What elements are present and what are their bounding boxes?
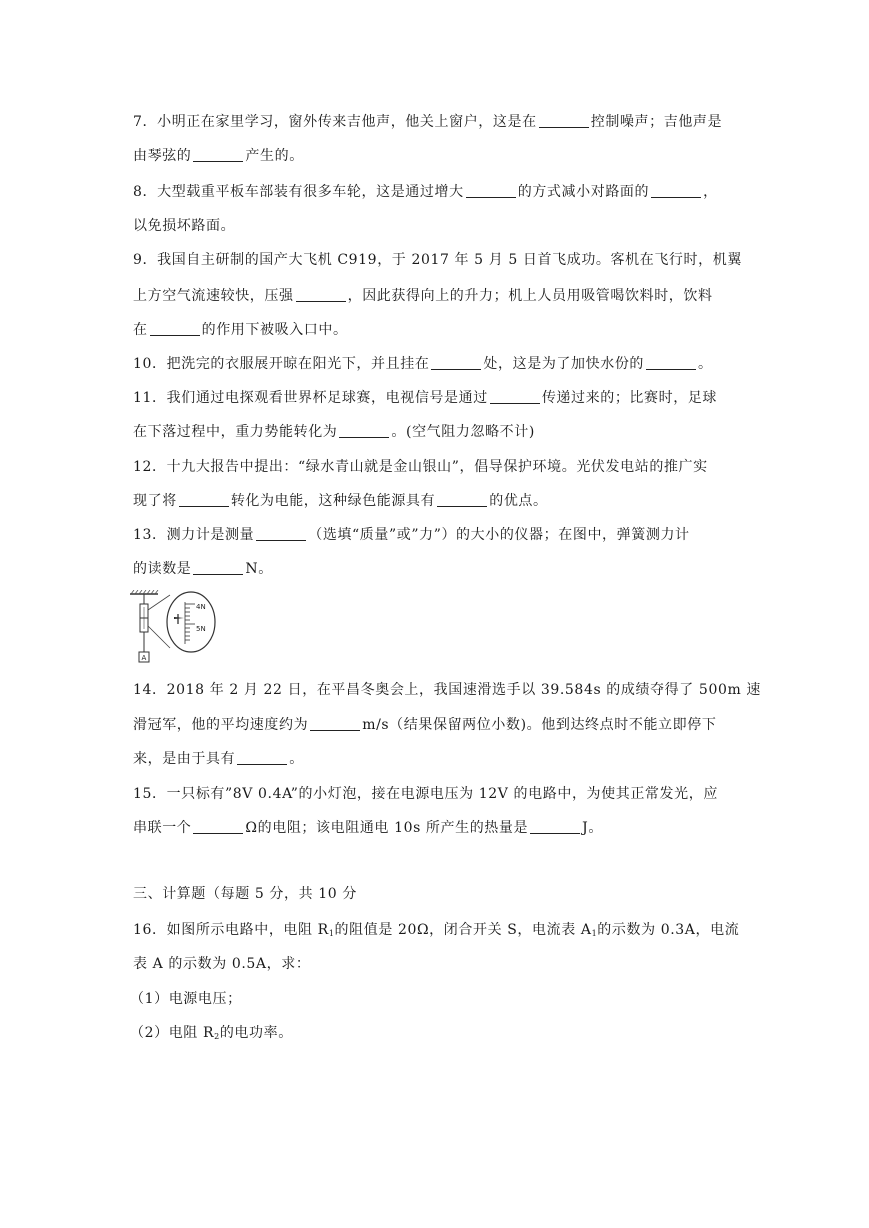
question-7-line-2: [133, 146, 773, 166]
q16-part-2-text-a: （2）电阻 R: [130, 1025, 215, 1041]
q12-text-a: 12．十九大报告中提出：“绿水青山就是金山银山”，倡导保护环境。光伏发电站的推广实: [133, 459, 708, 475]
question-13-line-1: [133, 525, 773, 545]
question-8-line-1: [133, 182, 773, 202]
spring-scale-diagram: [128, 590, 220, 670]
question-8-line-2: [133, 216, 773, 236]
q16-sub-r2: 2: [214, 1032, 220, 1041]
question-9-line-1: [133, 250, 773, 270]
q9-text-a: 9．我国自主研制的国产大飞机 C919，于 2017 年 5 月 5 日首飞成功。客机在飞行时，机翼: [133, 252, 742, 268]
q11-blank-2[interactable]: [339, 423, 389, 438]
q11-blank-1[interactable]: [490, 389, 540, 404]
q11-text-b: 传递过来的；比赛时，足球: [541, 390, 718, 406]
q15-blank-1[interactable]: [193, 819, 243, 834]
q8-text-a: 8．大型载重平板车部装有很多车轮，这是通过增大: [133, 184, 464, 200]
q14-text-d: 来，是由于具有: [133, 751, 236, 767]
q14-text-b: 滑冠军，他的平均速度约为: [133, 717, 309, 733]
scale-label-top: 4N: [196, 603, 206, 611]
q13-text-c: 的读数是: [133, 561, 192, 577]
q7-text-a: 7．小明正在家里学习，窗外传来吉他声，他关上窗户，这是在: [133, 114, 537, 130]
q7-text-d: 产生的。: [245, 148, 304, 164]
q7-text-b: 控制噪声；吉他声是: [590, 114, 723, 130]
q12-text-b: 现了将: [133, 493, 177, 509]
q16-text-a: 16．如图所示电路中，电阻 R: [133, 922, 329, 938]
q11-text-a: 11．我们通过电探观看世界杯足球赛，电视信号是通过: [133, 390, 488, 406]
q12-text-c: 转化为电能，这种绿色能源具有: [230, 493, 436, 509]
q10-blank-2[interactable]: [646, 355, 696, 370]
q14-text-e: 。: [289, 751, 304, 767]
section-3-title-text: 三、计算题（每题 5 分，共 10 分: [133, 886, 357, 902]
q15-text-b: 串联一个: [133, 820, 192, 836]
question-14-line-3: [133, 749, 773, 769]
q16-part-2-text-b: 的电功率。: [219, 1025, 293, 1041]
question-14-line-2: [133, 715, 773, 735]
question-12-line-1: [133, 457, 773, 477]
q16-sub-r1: 1: [328, 929, 335, 938]
q9-text-b: 上方空气流速较快，压强: [133, 288, 294, 304]
q7-text-c: 由琴弦的: [133, 148, 192, 164]
q13-blank-2[interactable]: [193, 560, 243, 575]
question-16-line-2: [133, 954, 773, 974]
q16-part-1-text: （1）电源电压；: [130, 991, 242, 1007]
q8-blank-2[interactable]: [651, 183, 701, 198]
q16-text-b: 的阻值是 20Ω，闭合开关 S，电流表 A: [334, 922, 592, 938]
q13-text-b: （选填“质量”或”力”）的大小的仪器；在图中，弹簧测力计: [308, 527, 690, 543]
q16-text-d: 表 A 的示数为 0.5A，求：: [133, 956, 311, 972]
question-16-part-2: [130, 1023, 770, 1047]
q9-text-d: 在: [133, 322, 148, 338]
q12-text-d: 的优点。: [489, 493, 548, 509]
q8-text-c: ，: [703, 184, 718, 200]
question-16-line-1: [133, 920, 773, 944]
q12-blank-2[interactable]: [437, 492, 487, 507]
scale-label-bottom: 5N: [196, 625, 206, 633]
question-9-line-3: [133, 320, 773, 340]
q11-text-c: 在下落过程中，重力势能转化为: [133, 424, 338, 440]
q7-blank-1[interactable]: [539, 113, 589, 128]
q9-blank-2[interactable]: [150, 321, 200, 336]
weight-label: A: [141, 654, 147, 662]
q16-text-c: 的示数为 0.3A，电流: [597, 922, 740, 938]
question-16-part-1: [130, 989, 770, 1009]
q14-blank-2[interactable]: [237, 750, 287, 765]
question-11-line-2: [133, 422, 773, 442]
q13-text-d: N。: [245, 561, 273, 577]
q10-text-a: 10．把洗完的衣服展开晾在阳光下，并且挂在: [133, 356, 430, 372]
q15-text-c: Ω的电阻；该电阻通电 10s 所产生的热量是: [245, 820, 529, 836]
q8-text-d: 以免损坏路面。: [133, 218, 236, 234]
q10-blank-1[interactable]: [431, 355, 481, 370]
question-11-line-1: [133, 388, 773, 408]
question-12-line-2: [133, 491, 773, 511]
q14-text-c: m/s（结果保留两位小数)。他到达终点时不能立即停下: [362, 717, 717, 733]
q14-text-a: 14．2018 年 2 月 22 日，在平昌冬奥会上，我国速滑选手以 39.584s 的成绩夺得了 500m 速: [133, 682, 761, 698]
question-9-line-2: [133, 286, 773, 306]
q9-text-c: ，因此获得向上的升力；机上人员用吸管喝饮料时，饮料: [347, 288, 713, 304]
question-10-line-1: [133, 354, 773, 374]
q9-text-e: 的作用下被吸入口中。: [201, 322, 348, 338]
q15-text-a: 15．一只标有”8V 0.4A”的小灯泡，接在电源电压为 12V 的电路中，为使其正常发光，应: [133, 786, 718, 802]
section-3-title: [133, 884, 773, 904]
q15-blank-2[interactable]: [530, 819, 580, 834]
question-13-line-2: [133, 559, 773, 579]
question-7-line-1: [133, 112, 773, 132]
q12-blank-1[interactable]: [179, 492, 229, 507]
q8-blank-1[interactable]: [466, 183, 516, 198]
spring-scale-figure: [128, 590, 220, 670]
q9-blank-1[interactable]: [296, 287, 346, 302]
q10-text-c: 。: [698, 356, 713, 372]
q10-text-b: 处，这是为了加快水份的: [483, 356, 645, 372]
q7-blank-2[interactable]: [193, 147, 243, 162]
q15-text-d: J。: [582, 820, 603, 836]
q16-sub-a1: 1: [591, 929, 598, 938]
question-14-line-1: [133, 680, 773, 700]
question-15-line-1: [133, 784, 773, 804]
q14-blank-1[interactable]: [310, 716, 360, 731]
question-15-line-2: [133, 818, 773, 838]
q8-text-b: 的方式减小对路面的: [517, 184, 650, 200]
q13-blank-1[interactable]: [256, 526, 306, 541]
q11-text-d: 。(空气阻力忽略不计): [391, 424, 535, 440]
q13-text-a: 13．测力计是测量: [133, 527, 255, 543]
